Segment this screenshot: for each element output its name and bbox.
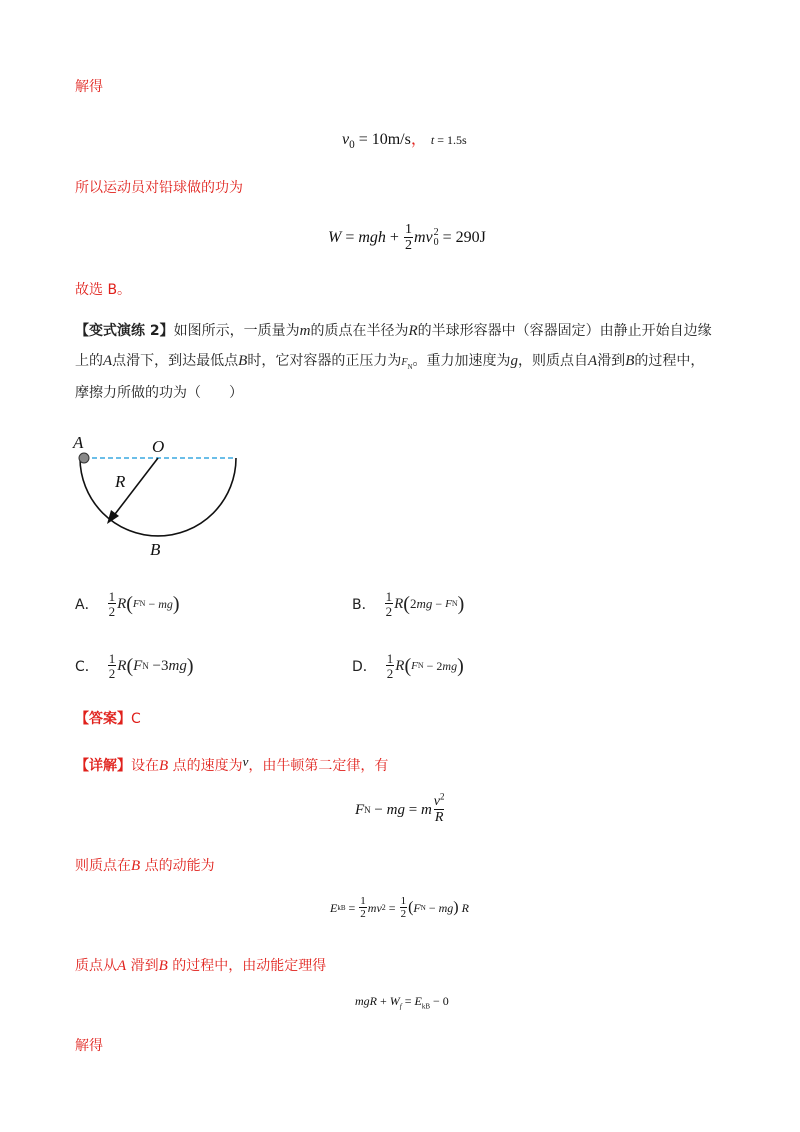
label-a: A — [73, 433, 84, 452]
answer-value: C — [131, 711, 141, 727]
text-guxuan: 故选 B。 — [75, 282, 132, 298]
problem-tag: 【变式演练 2】 — [75, 323, 174, 339]
label-b: B — [150, 540, 161, 559]
detail-line-3: 质点从A 滑到B 的过程中，由动能定理得 — [75, 958, 327, 974]
text-jiede-2: 解得 — [75, 1038, 103, 1054]
detail-line-2: 则质点在B 点的动能为 — [75, 858, 215, 874]
option-d[interactable]: D． $\frac{1}{2}$ R ( F N − 2 mg ) — [352, 651, 464, 681]
text-jiede-1: 解得 — [75, 79, 103, 95]
option-c[interactable]: C． $\frac{1}{2}$ R ( F N −3 mg ) — [75, 651, 194, 681]
equation-work: W = mgh + $\frac{1}{2}$ mv 2 0 = 290J — [328, 222, 486, 253]
equation-newton: F N − mg = m $\frac{v^2}{R}$ — [355, 791, 445, 825]
equation-energy-theorem: mgR + $W_f = E_{kB} - 0$ — [355, 994, 449, 1011]
text-suoyi: 所以运动员对铅球做的功为 — [75, 180, 243, 196]
answer-line — [75, 709, 141, 729]
label-r: R — [115, 472, 126, 491]
label-o: O — [152, 437, 165, 456]
option-b[interactable]: B． $\frac{1}{2}$ R ( 2 mg − F N ) — [352, 589, 465, 619]
option-a[interactable]: A． $\frac{1}{2}$ R ( F N − mg ) — [75, 589, 180, 619]
mass-point-ball — [79, 453, 89, 463]
equation-kinetic-energy: E kB = $\frac{1}{2}$ mv 2 = $\frac{1}{2}$ ( F N − mg ) R — [330, 895, 469, 920]
answer-tag: 【答案】 — [75, 711, 131, 727]
container-semicircle — [80, 458, 236, 536]
hemisphere-diagram — [70, 430, 245, 560]
detail-line-1: 【详解】设在B 点的速度为v，由牛顿第二定律，有 — [75, 754, 389, 774]
equation-v0: $v_0 = 10m/s$， t = 1.5s — [342, 129, 467, 152]
problem-statement: 【变式演练 2】如图所示，一质量为m的质点在半径为R的半球形容器中（容器固定）由静止开始自边缘 上的A点滑下，到达最低点B时，它对容器的正压力为$F_N$。重力加速度为g，则质点自A滑到B的过程中， 摩擦力所做的功为（ ） — [75, 323, 712, 401]
